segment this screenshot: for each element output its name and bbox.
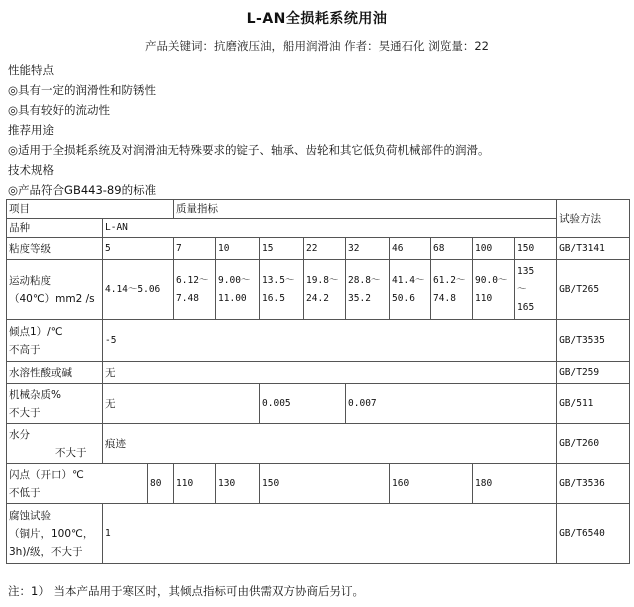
visc-cell [304, 260, 346, 320]
visc-bottom: 16.5 [262, 292, 285, 304]
table-row [7, 362, 630, 384]
row-label-line: 不大于 [9, 406, 41, 419]
grade-cell: 7 [174, 238, 216, 260]
visc-cell [346, 260, 390, 320]
visc-cell [174, 260, 216, 320]
features-heading: 性能特点 [8, 63, 54, 77]
visc-top: 135 [517, 265, 535, 277]
visc-cell [390, 260, 431, 320]
visc-top: 13.5～ [262, 274, 295, 286]
visc-cell [431, 260, 473, 320]
grade-cell: 32 [346, 238, 390, 260]
method-cell: GB/T265 [557, 260, 630, 320]
visc-bottom: 7.48 [176, 292, 199, 304]
row-label [7, 424, 103, 464]
row-label-line: 不低于 [9, 486, 41, 499]
row-label-line: 3h)/级，不大于 [9, 545, 83, 558]
method-cell: GB/T3141 [557, 238, 630, 260]
method-cell: GB/T259 [557, 362, 630, 384]
visc-top: 19.8～ [306, 274, 339, 286]
visc-middle: ～ [517, 283, 527, 295]
row-label-line: 不高于 [9, 343, 41, 356]
header-method: 试验方法 [557, 200, 630, 238]
method-cell: GB/T3535 [557, 320, 630, 362]
visc-top: 9.00～ [218, 274, 251, 286]
header-quality: 质量指标 [174, 200, 557, 219]
grade-cell: 5 [103, 238, 174, 260]
visc-bottom: 35.2 [348, 292, 371, 304]
row-label-line: （40℃）mm2 /s [9, 292, 95, 305]
row-label-line: （铜片，100℃， [9, 527, 94, 540]
table-row [7, 424, 630, 464]
grade-cell: 68 [431, 238, 473, 260]
row-label [7, 384, 103, 424]
grade-cell: 10 [216, 238, 260, 260]
row-label [7, 320, 103, 362]
usage-heading: 推荐用途 [8, 123, 54, 137]
row-label-line: 机械杂质% [9, 388, 61, 401]
grade-cell: 15 [260, 238, 304, 260]
visc-top: 6.12～ [176, 274, 209, 286]
corr-value: 1 [103, 504, 557, 564]
feature-item: ◎具有一定的润滑性和防锈性 [8, 83, 157, 97]
visc-cell [473, 260, 515, 320]
row-label: 粘度等级 [7, 238, 103, 260]
row-label-line: 闪点（开口）℃ [9, 468, 84, 481]
page-title: L-AN全损耗系统用油 [246, 11, 388, 27]
row-label-line: 运动粘度 [9, 274, 51, 287]
flash-cell: 150 [260, 464, 390, 504]
table-row [7, 219, 630, 238]
product-meta: 产品关键词：抗磨液压油，船用润滑油 作者：昊通石化 浏览量：22 [145, 39, 489, 53]
header-item: 项目 [7, 200, 174, 219]
grade-cell: 100 [473, 238, 515, 260]
visc-top: 90.0～ [475, 274, 508, 286]
impurity-value: 无 [103, 384, 260, 424]
impurity-value: 0.007 [346, 384, 557, 424]
visc-top: 28.8～ [348, 274, 381, 286]
table-row [7, 320, 630, 362]
row-label-line: 水分 [9, 428, 30, 441]
row-label: 品种 [7, 219, 103, 238]
visc-top: 61.2～ [433, 274, 466, 286]
visc-bottom: 165 [517, 301, 535, 313]
visc-bottom: 110 [475, 292, 493, 304]
grade-cell: 150 [515, 238, 557, 260]
table-row [7, 260, 630, 320]
row-label [7, 260, 103, 320]
row-label: 水溶性酸或碱 [7, 362, 103, 384]
table-row [7, 464, 630, 504]
grade-cell: 46 [390, 238, 431, 260]
flash-cell: 110 [174, 464, 216, 504]
row-label [7, 464, 148, 504]
row-label-line: 不大于 [55, 446, 87, 459]
method-cell: GB/T260 [557, 424, 630, 464]
visc-cell [216, 260, 260, 320]
variety-value: L-AN [103, 219, 557, 238]
visc-bottom: 74.8 [433, 292, 456, 304]
visc-bottom: 24.2 [306, 292, 329, 304]
water-value: 痕迹 [103, 424, 557, 464]
table-row [7, 200, 630, 219]
spec-heading: 技术规格 [8, 163, 54, 177]
visc-cell [515, 260, 557, 320]
acid-value: 无 [103, 362, 557, 384]
row-label [7, 504, 103, 564]
feature-item: ◎具有较好的流动性 [8, 103, 111, 117]
flash-cell: 80 [148, 464, 174, 504]
method-cell: GB/T3536 [557, 464, 630, 504]
method-cell: GB/T6540 [557, 504, 630, 564]
visc-cell [260, 260, 304, 320]
flash-cell: 180 [473, 464, 557, 504]
table-row [7, 504, 630, 564]
footnote: 注：1） 当本产品用于寒区时，其倾点指标可由供需双方协商后另订。 [8, 584, 364, 598]
spec-item: ◎产品符合GB443-89的标准 [8, 183, 157, 197]
visc-bottom: 50.6 [392, 292, 415, 304]
usage-item: ◎适用于全损耗系统及对润滑油无特殊要求的锭子、轴承、齿轮和其它低负荷机械部件的润滑。 [8, 143, 490, 157]
impurity-value: 0.005 [260, 384, 346, 424]
grade-cell: 22 [304, 238, 346, 260]
flash-cell: 130 [216, 464, 260, 504]
pour-value: -5 [103, 320, 557, 362]
table-row [7, 238, 630, 260]
visc-top: 41.4～ [392, 274, 425, 286]
flash-cell: 160 [390, 464, 473, 504]
table-row [7, 384, 630, 424]
row-label-line: 倾点1）/℃ [9, 325, 63, 338]
visc-cell: 4.14～5.06 [103, 260, 174, 320]
spec-table [6, 199, 630, 564]
visc-bottom: 11.00 [218, 292, 247, 304]
row-label-line: 腐蚀试验 [9, 509, 51, 522]
method-cell: GB/511 [557, 384, 630, 424]
